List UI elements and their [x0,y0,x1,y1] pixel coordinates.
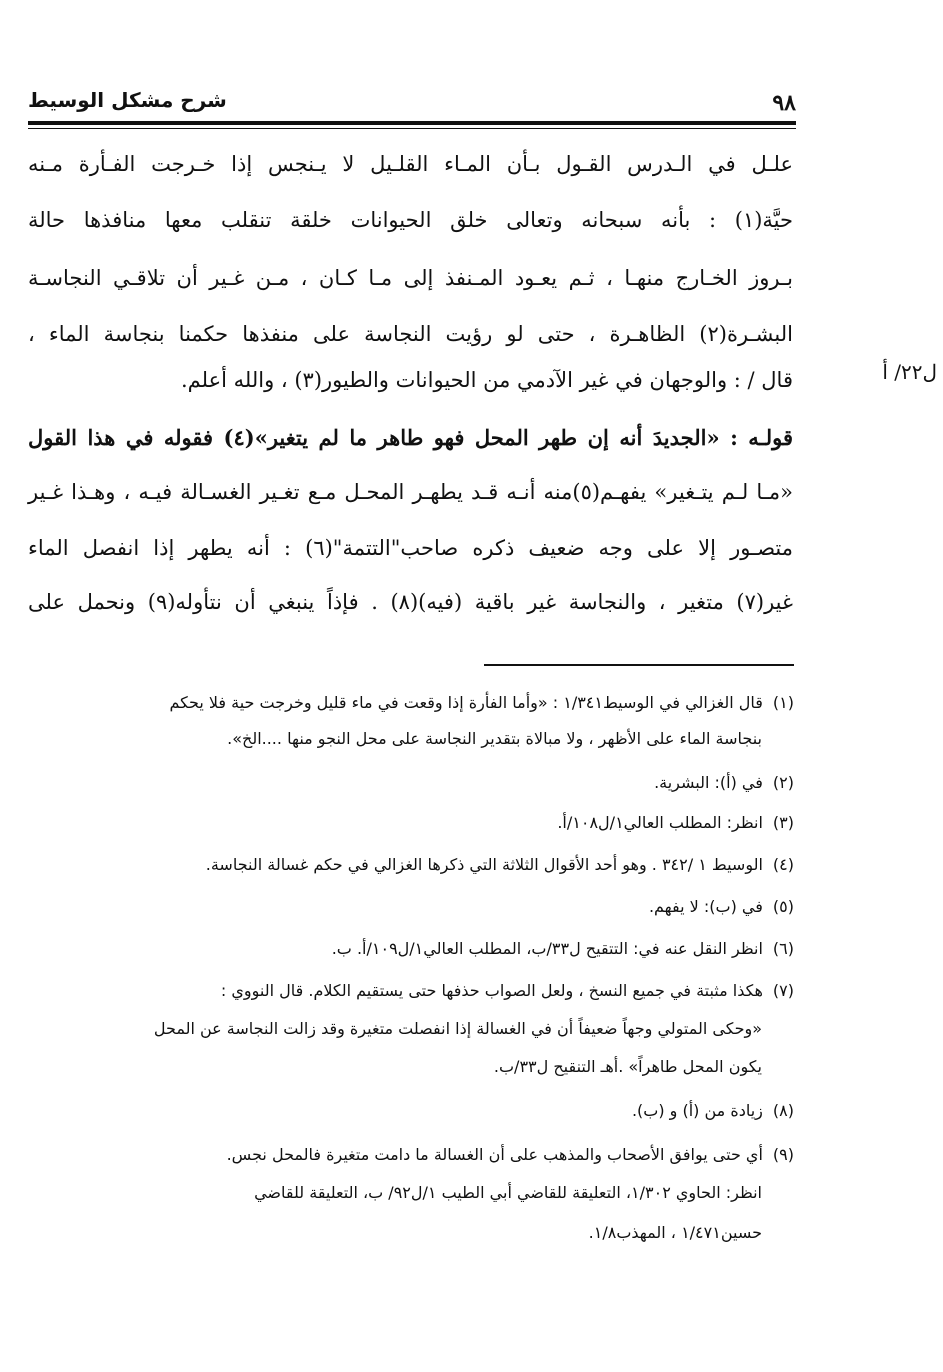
body-line: علـل في الـدرس القـول بـأن المـاء القلـيل لا يـنجس إذا خـرجت الفـأرة مـنه [28,152,793,176]
footnote-text: انظر: المطلب العالي١/ل١٠٨/أ. [557,813,763,832]
footnote [28,896,794,918]
footnote-text: قال الغزالي في الوسيط١/٣٤١ : «وأما الفأرة إذا وقعت في ماء قليل وخرجت حية فلا يحكم [169,693,763,712]
footnote-number: (٢) [772,773,794,792]
footnote-text: زيادة من (أ) و (ب). [631,1101,763,1120]
body-line: حيَّة(١) : بأنه سبحانه وتعالى خلق الحيوانات خلقة تنقلب معها منافذها حالة [28,208,793,232]
header-rule-thick [28,121,796,125]
body-line-quote: قولـه : «الجديدَ أنه إن طهر المحل فهو طاهر ما لم يتغير»(٤) فقوله في هذا القول [28,425,793,450]
body-line: غير(٧) متغير ، والنجاسة غير باقية (فيه)(٨) . فإذاً ينبغي أن نتأوله(٩) ونحمل على [28,590,793,614]
footnote-number: (٥) [772,897,794,916]
footnote-text: في (أ): البشرية. [654,773,763,792]
footnote-continuation: بنجاسة الماء على الأظهر ، ولا مبالاة بتقدير النجاسة على محل النجو منها ....الخ». [227,729,762,748]
body-line: قال / : والوجهان في غير الآدمي من الحيوانات والطيور(٣) ، والله أعلم. [180,368,793,392]
body-line: متصـور إلا على وجه ضعيف ذكره صاحب"التتمة"(٦) : أنه يطهر إذا انفصل الماء [28,536,794,560]
footnote [28,812,794,834]
footnote-text: أي حتى يوافق الأصحاب والمذهب على أن الغسالة ما دامت متغيرة فالمحل نجس. [226,1145,763,1164]
page-number: ٩٨ [772,90,796,116]
footnote [28,854,794,876]
footnote-continuation: حسين١/٤٧١ ، المهذب١/٨. [588,1223,762,1242]
footnote-continuation: انظر: الحاوي ١/٣٠٢، التعليقة للقاضي أبي الطيب ١/ل٩٢/ ب، التعليقة للقاضي [254,1183,762,1202]
footnote-text: الوسيط ١ /٣٤٢ . وهو أحد الأقوال الثلاثة التي ذكرها الغزالي في حكم غسالة النجاسة. [205,855,763,874]
footnote [28,1144,794,1166]
footnote-number: (٨) [772,1101,794,1120]
footnote-number: (٩) [772,1145,794,1164]
footnote-number: (٦) [772,939,794,958]
footnote [28,980,794,1002]
body-line: «مـا لـم يتـغير» يفهـم(٥)منه أنـه قـد يطهـر المحـل مـع تغـير الغسـالة فيـه ، وهـذا غـير [28,480,794,504]
footnote [28,772,794,794]
footnote-number: (٣) [772,813,794,832]
footnote [28,1100,794,1122]
footnote-continuation: يكون المحل طاهراً» .أهـ التنقيح ل٣٣/ب. [493,1057,762,1076]
footnote-number: (٧) [772,981,794,1000]
footnote-text: في (ب): لا يفهم. [648,897,763,916]
header-rule-thin [28,128,796,129]
running-title: شرح مشكل الوسيط [28,88,227,112]
body-line: بـروز الخـارج منهـا ، ثـم يعـود المـنفذ إلى مـا كـان ، مـن غـير أن تلاقـي النجاسـة [28,266,793,290]
footnote-text: هكذا مثبتة في جميع النسخ ، ولعل الصواب حذفها حتى يستقيم الكلام. قال النووي : [220,981,763,1000]
footnote-separator [484,664,794,666]
footnote [28,692,794,714]
footnote [28,938,794,960]
footnote-number: (٤) [772,855,794,874]
body-line: البشـرة(٢) الظاهـرة ، حتى لو رؤيت النجاسة على منفذها حكمنا بنجاسة الماء ، [28,322,793,346]
manuscript-folio-note: ل٢٢/ أ [882,360,937,384]
footnote-continuation: «وحكى المتولي وجهاً ضعيفاً أن في الغسالة إذا انفصلت متغيرة وقد زالت النجاسة عن المحل [153,1019,762,1038]
footnote-number: (١) [772,693,794,712]
footnote-text: انظر النقل عنه في: التتقيح ل٣٣/ب، المطلب العالي١/ل١٠٩/أ. ب. [331,939,763,958]
